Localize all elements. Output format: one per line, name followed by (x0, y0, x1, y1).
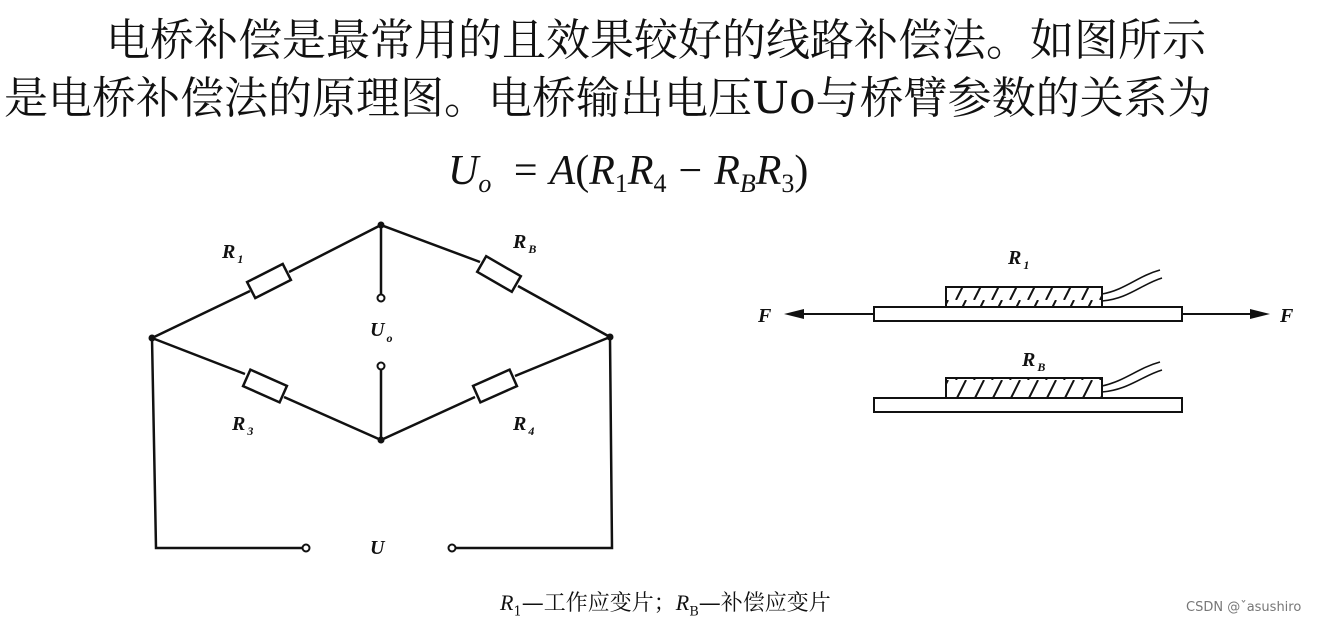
node-right (607, 334, 614, 341)
formula-u: U (448, 148, 479, 194)
label-rb: R $_B$ (513, 231, 537, 256)
resistor-r3 (243, 370, 287, 403)
label-r4: R $_4$ (513, 413, 535, 438)
gauge-rb-leads (1102, 362, 1162, 392)
terminal-output-bottom (378, 363, 385, 370)
formula-a: A (549, 148, 576, 194)
node-bottom (378, 437, 385, 444)
gauge-r1-leads (1102, 270, 1162, 301)
formula-r1: R (589, 148, 615, 194)
strain-gauge-diagram (757, 247, 1294, 412)
label-gauge-rb: R $_B$ (1022, 349, 1046, 374)
label-r1: R $_1$ (222, 241, 244, 266)
label-force-right: F (1280, 305, 1294, 327)
formula-rb: R (714, 148, 740, 194)
label-r3: R $_3$ (232, 413, 254, 438)
wire-left-bottom-2 (284, 397, 381, 440)
force-arrow-left-icon (784, 309, 804, 319)
wire-right-bottom-2 (515, 337, 610, 376)
gauge-r1 (946, 287, 1102, 307)
wire-left-bottom-1 (152, 338, 245, 374)
caption-rb-sub: B (689, 604, 699, 620)
wire-left-top-2 (289, 225, 381, 272)
resistor-r4 (473, 370, 517, 403)
formula-r4-sub: 4 (653, 169, 667, 198)
formula-equals: = (513, 148, 538, 194)
formula-u-sub: o (478, 169, 492, 198)
terminal-supply-left (303, 545, 310, 552)
caption-r1-desc: —工作应变片； (521, 591, 676, 616)
paragraph-line-2: 是电桥补偿法的原理图。电桥输出电压Uo与桥臂参数的关系为 (4, 73, 1212, 124)
label-force-left: F (758, 305, 772, 327)
formula-rb-sub: B (739, 169, 756, 198)
formula-r3: R (755, 148, 782, 194)
formula-r4: R (627, 148, 654, 194)
wire-supply-left (152, 338, 302, 548)
formula-r1-sub: 1 (614, 169, 628, 198)
label-uo: U $_o$ (370, 319, 393, 345)
terminal-output-top (378, 295, 385, 302)
caption-r1: R (500, 590, 514, 615)
wire-right-top-1 (381, 225, 480, 262)
caption-rb: R (675, 590, 690, 615)
caption-rb-desc: —补偿应变片 (698, 591, 831, 616)
caption-r1-sub: 1 (513, 604, 522, 620)
terminal-supply-right (449, 545, 456, 552)
specimen-compensation (874, 398, 1182, 412)
formula-r3-sub: 3 (781, 169, 795, 198)
node-top (378, 222, 385, 229)
wire-right-bottom-1 (381, 397, 475, 440)
figure-caption (500, 588, 831, 627)
node-left (149, 335, 156, 342)
resistor-r1 (247, 264, 291, 298)
force-arrow-right-icon (1250, 309, 1270, 319)
gauge-rb (946, 378, 1102, 398)
bridge-formula: $U_o = A(R_1R_4 - R_BR_3)$ (448, 148, 809, 198)
wire-left-top-1 (152, 291, 250, 338)
formula-minus: − (678, 148, 703, 194)
watermark: CSDN @ˇasushiro (1186, 600, 1302, 615)
paragraph-line-1: 电桥补偿是最常用的且效果较好的线路补偿法。如图所示 (106, 15, 1206, 66)
label-u: U (370, 537, 385, 559)
bridge-circuit (152, 225, 612, 548)
label-gauge-r1: R $_1$ (1008, 247, 1030, 272)
specimen-working (874, 307, 1182, 321)
resistor-rb (477, 256, 521, 292)
wire-right-top-2 (518, 286, 610, 337)
